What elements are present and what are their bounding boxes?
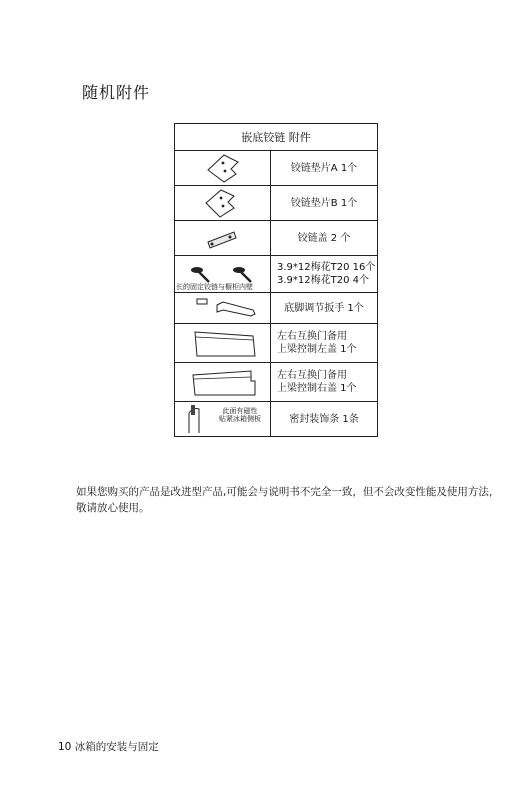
table-row bbox=[175, 186, 378, 221]
table-row bbox=[175, 256, 378, 293]
left-cover-icon bbox=[183, 326, 263, 360]
item-image-cell bbox=[175, 256, 271, 293]
item-desc: 铰链垫片B 1个 bbox=[271, 186, 378, 221]
table-header-row bbox=[175, 124, 378, 151]
item-desc: 密封装饰条 1条 bbox=[271, 402, 378, 437]
table-row bbox=[175, 293, 378, 324]
item-image-cell bbox=[175, 293, 271, 324]
hinge-shim-b-icon bbox=[198, 187, 248, 219]
notice-paragraph: 如果您购买的产品是改进型产品,可能会与说明书不完全一致，但不会改变性能及使用方法，敬请放心使用。 bbox=[76, 486, 500, 514]
section-title: 随机附件 bbox=[82, 83, 151, 102]
item-desc: 3.9*12梅花T20 16个 3.9*12梅花T20 4个 bbox=[271, 256, 378, 293]
hinge-cover-icon bbox=[198, 222, 248, 254]
item-image-cell bbox=[175, 324, 271, 363]
page-footer: 10 冰箱的安装与固定 bbox=[58, 741, 159, 753]
item-desc: 铰链垫片A 1个 bbox=[271, 151, 378, 186]
table-row bbox=[175, 363, 378, 402]
table-row bbox=[175, 402, 378, 437]
accessory-table bbox=[174, 123, 378, 437]
table-row bbox=[175, 151, 378, 186]
item-image-cell bbox=[175, 151, 271, 186]
item-desc: 铰链盖 2 个 bbox=[271, 221, 378, 256]
foot-wrench-icon bbox=[183, 296, 263, 320]
item-image-cell bbox=[175, 402, 271, 437]
hinge-shim-a-icon bbox=[198, 152, 248, 184]
table-row bbox=[175, 221, 378, 256]
table-row bbox=[175, 324, 378, 363]
item-image-cell bbox=[175, 363, 271, 402]
item-desc: 左右互换门备用 上梁控制右盖 1个 bbox=[271, 363, 378, 402]
seal-note: 此面有磁性 贴紧冰箱侧板 bbox=[219, 407, 261, 423]
table-header: 嵌底铰链 附件 bbox=[175, 124, 378, 151]
item-desc: 底脚调节扳手 1个 bbox=[271, 293, 378, 324]
right-cover-icon bbox=[183, 365, 263, 399]
item-desc: 左右互换门备用 上梁控制左盖 1个 bbox=[271, 324, 378, 363]
item-image-cell bbox=[175, 186, 271, 221]
screw-note: 长的固定铰链与橱柜内壁 bbox=[176, 283, 253, 291]
item-image-cell bbox=[175, 221, 271, 256]
